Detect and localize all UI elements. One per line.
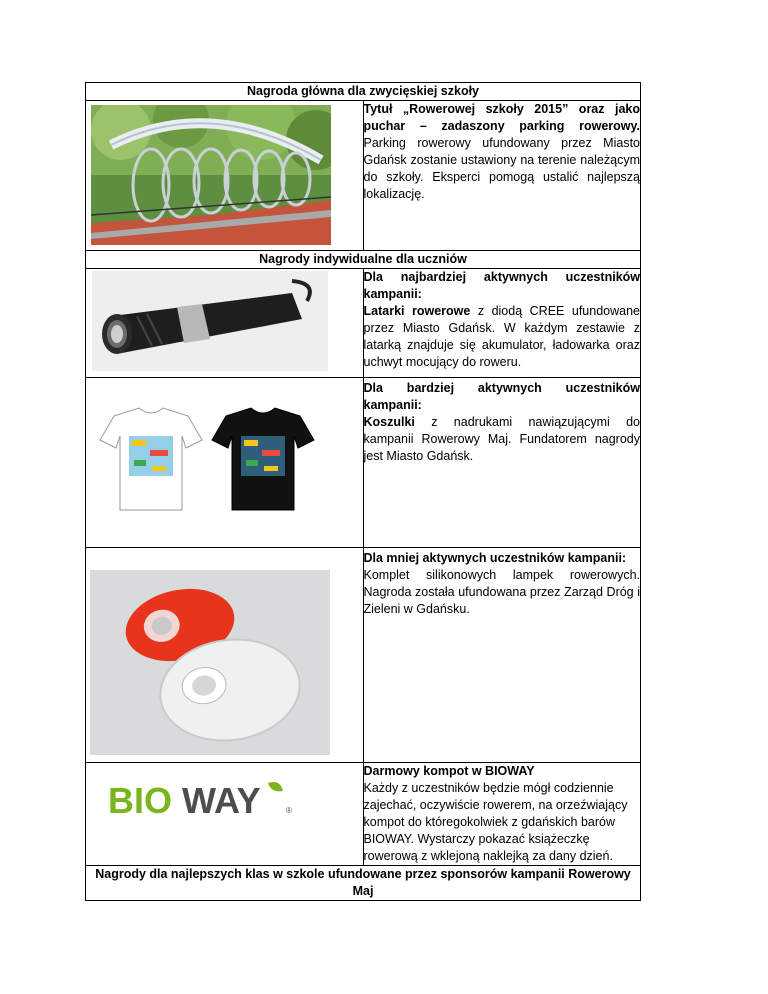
bioway-logo-bio-text: BIO — [108, 780, 173, 819]
lamps-prize-text — [363, 548, 641, 763]
bioway-prize-text — [363, 763, 641, 866]
main-prize-title: Tytuł „Rowerowej szkoły 2015” oraz jako puchar – zadaszony parking rowerowy. — [363, 102, 640, 133]
main-prize-body: Parking rowerowy ufundowany przez Miasto Gdańsk zostanie ustawiony na terenie należącym do szkoły. Eksperci pomogą ustalić najlepszą lokalizację. — [363, 136, 640, 201]
bioway-logo-cell — [86, 763, 364, 866]
bioway-logo-way-text: WAY — [182, 780, 261, 819]
individual-prizes-header-row — [86, 251, 641, 269]
bike-shelter-photo-cell — [86, 101, 364, 251]
flashlight-photo-cell — [86, 269, 364, 378]
flashlight-prize-text — [363, 269, 641, 378]
main-prize-row — [86, 101, 641, 251]
tshirts-prize-lead: Koszulki — [363, 415, 415, 429]
flashlight-prize-row — [86, 269, 641, 378]
main-prize-header: Nagroda główna dla zwycięskiej szkoły — [86, 83, 641, 101]
class-prizes-header: Nagrody dla najlepszych klas w szkole ufundowane przez sponsorów kampanii Rowerowy Maj — [86, 866, 641, 901]
tshirts-prize-heading: Dla bardziej aktywnych uczestników kampanii: — [363, 381, 640, 412]
tshirts-photo — [94, 406, 326, 516]
prizes-table — [85, 82, 641, 901]
main-prize-text — [363, 101, 641, 251]
flashlight-prize-lead: Latarki rowerowe — [363, 304, 471, 318]
bioway-prize-row — [86, 763, 641, 866]
bioway-prize-body: Każdy z uczestników będzie mógł codziennie zajechać, oczywiście rowerem, na orzeźwiający kompot do któregokolwiek z gdańskich barów BIOWAY. Wystarczy pokazać książeczkę rowerową z wklejoną naklejką za dany dzień. — [363, 781, 628, 863]
main-prize-header-row — [86, 83, 641, 101]
silicone-lamps-photo — [90, 570, 330, 755]
lamps-prize-row — [86, 548, 641, 763]
flashlight-prize-heading: Dla najbardziej aktywnych uczestników kampanii: — [363, 270, 640, 301]
tshirts-prize-row — [86, 378, 641, 548]
leaf-icon — [268, 782, 283, 791]
registered-mark: ® — [286, 806, 292, 815]
lamps-prize-body: Komplet silikonowych lampek rowerowych. Nagroda została ufundowana przez Zarząd Dróg i Zieleni w Gdańsku. — [363, 568, 640, 616]
lamps-prize-heading: Dla mniej aktywnych uczestników kampanii: — [363, 551, 627, 565]
bioway-prize-heading: Darmowy kompot w BIOWAY — [363, 764, 535, 778]
bike-shelter-photo — [91, 105, 331, 245]
flashlight-prize-body: z diodą CREE ufundowane przez Miasto Gdańsk. W każdym zestawie z latarką znajduje się akumulator, ładowarka oraz uchwyt mocujący do roweru. — [363, 304, 640, 369]
tshirts-prize-body: z nadrukami nawiązującymi do kampanii Rowerowy Maj. Fundatorem nagrody jest Miasto Gdańsk. — [363, 415, 640, 463]
tshirts-photo-cell — [86, 378, 364, 548]
class-prizes-header-row — [86, 866, 641, 901]
lamps-photo-cell — [86, 548, 364, 763]
bioway-logo — [108, 779, 308, 819]
tshirts-prize-text — [363, 378, 641, 548]
individual-prizes-header: Nagrody indywidualne dla uczniów — [86, 251, 641, 269]
flashlight-photo — [92, 271, 328, 371]
